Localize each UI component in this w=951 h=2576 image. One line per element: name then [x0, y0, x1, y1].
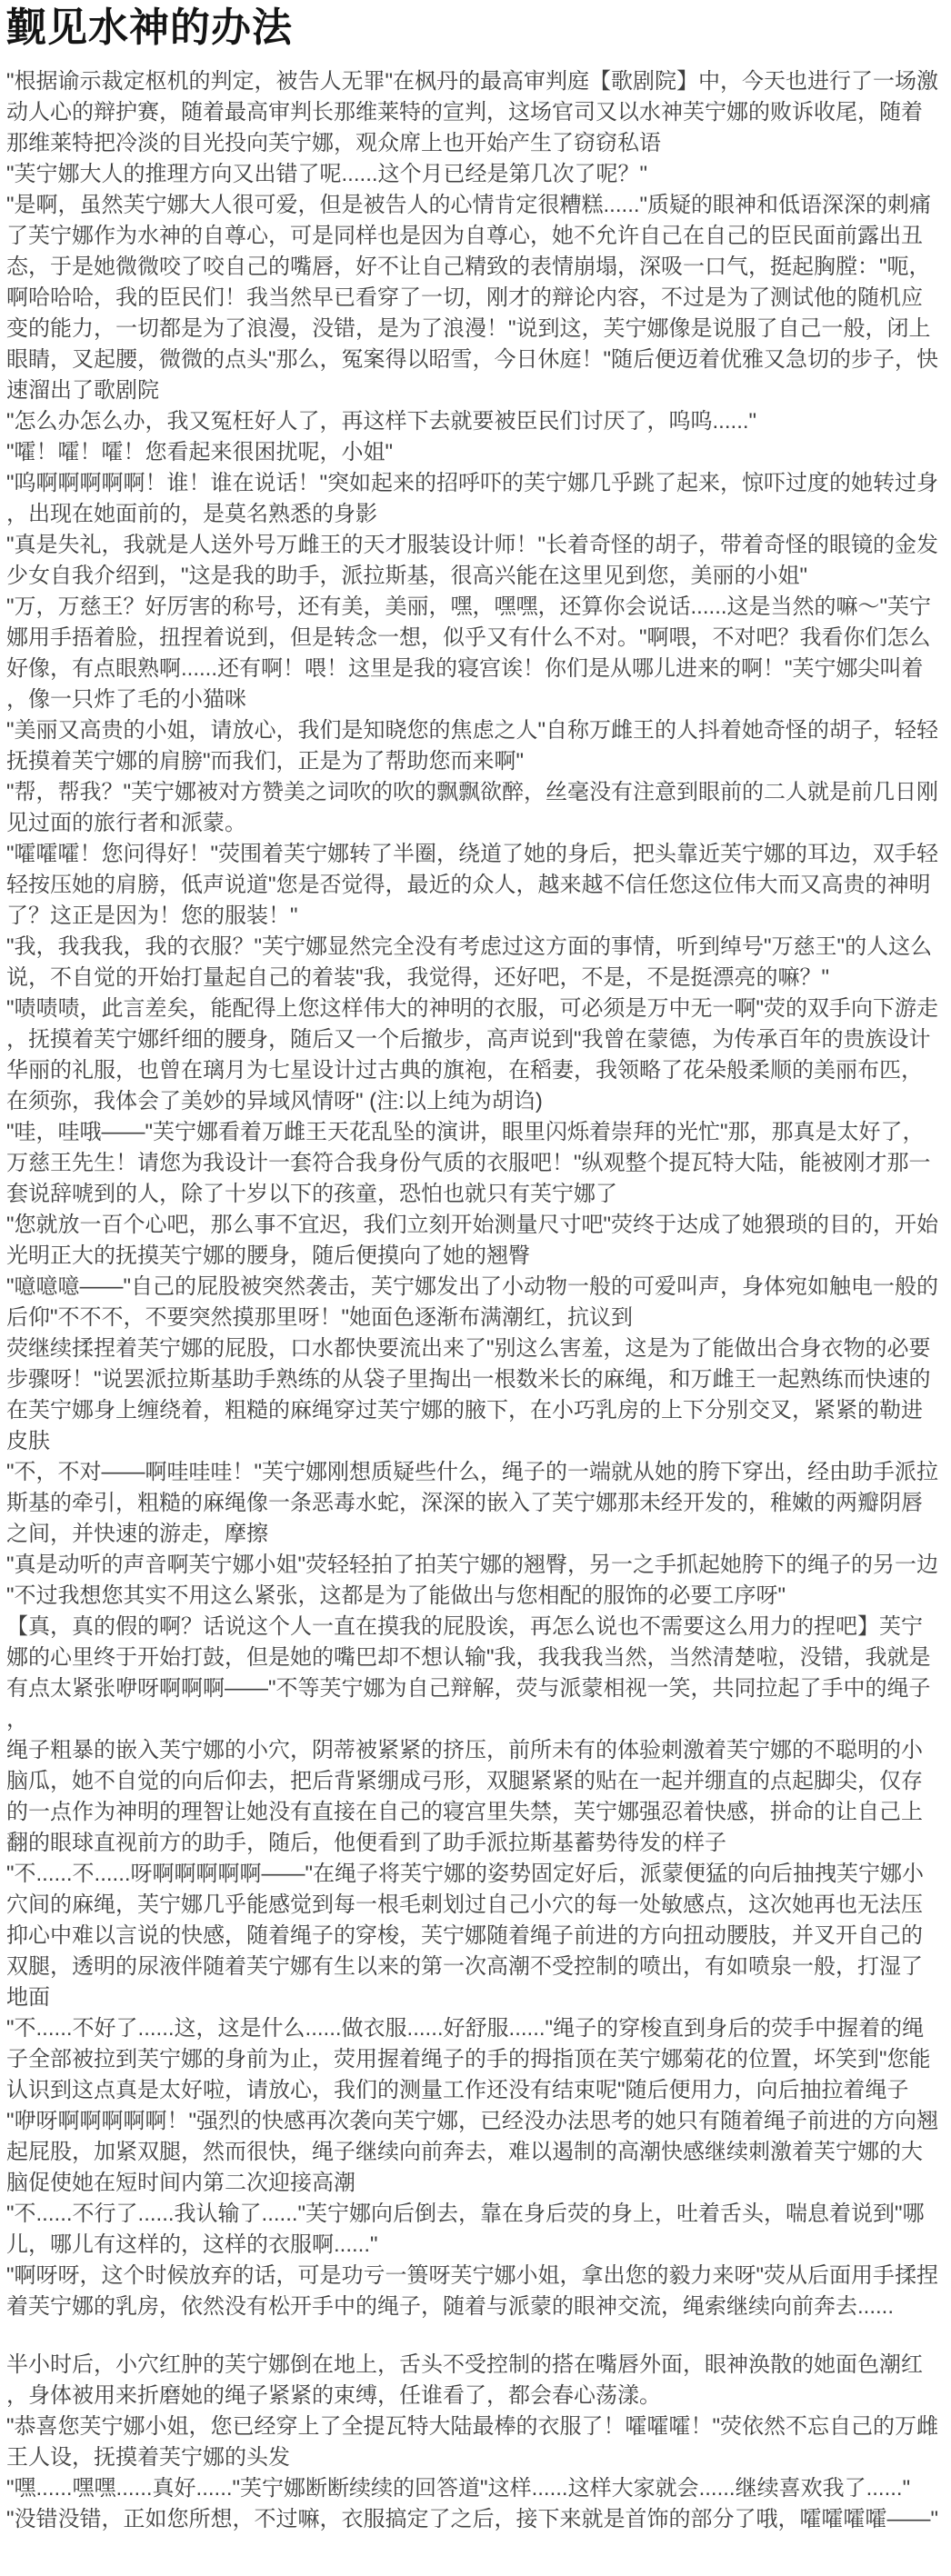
- story-paragraph: "恭喜您芙宁娜小姐，您已经穿上了全提瓦特大陆最棒的衣服了！嚯嚯嚯！"荧依然不忘自己的万雌王人设，抚摸着芙宁娜的头发: [6, 2413, 939, 2470]
- story-paragraph: "啧啧啧，此言差矣，能配得上您这样伟大的神明的衣服，可必须是万中无一啊"荧的双手向下游走，抚摸着芙宁娜纤细的腰身，随后又一个后撤步，高声说到"我曾在蒙德，为传承百年的贵族设计华丽的礼服，也曾在璃月为七星设计过古典的旗袍，在稻妻，我领略了花朵般柔顺的美丽布匹，在须弥，我体会了美妙的异域风情呀" (注:以上纯为胡诌): [6, 995, 939, 1113]
- story-paragraph: 半小时后，小穴红肿的芙宁娜倒在地上，舌头不受控制的搭在嘴唇外面，眼神涣散的她面色潮红，身体被用来折磨她的绳子紧紧的束缚，任谁看了，都会春心荡漾。: [6, 2351, 923, 2408]
- story-paragraph: "哇，哇哦——"芙宁娜看着万雌王天花乱坠的演讲，眼里闪烁着崇拜的光忙"那，那真是太好了，万慈王先生！请您为我设计一套符合我身份气质的衣服吧！"纵观整个提瓦特大陆，能被刚才那一套说辞唬到的人，除了十岁以下的孩童，恐怕也就只有芙宁娜了: [6, 1119, 931, 1206]
- story-paragraph: "美丽又高贵的小姐，请放心，我们是知晓您的焦虑之人"自称万雌王的人抖着她奇怪的胡子，轻轻抚摸着芙宁娜的肩膀"而我们，正是为了帮助您而来啊": [6, 717, 939, 774]
- story-paragraph: "嚯嚯嚯！您问得好！"荧围着芙宁娜转了半圈，绕道了她的身后，把头靠近芙宁娜的耳边，双手轻轻按压她的肩膀，低声说道"您是否觉得，最近的众人，越来越不信任您这位伟大而又高贵的神明了？这正是因为！您的服装！": [6, 841, 939, 928]
- story-paragraph: "不，不对——啊哇哇哇！"芙宁娜刚想质疑些什么，绳子的一端就从她的胯下穿出，经由助手派拉斯基的牵引，粗糙的麻绳像一条恶毒水蛇，深深的嵌入了芙宁娜那未经开发的，稚嫩的两瓣阴唇之间，并快速的游走，摩擦: [6, 1459, 939, 1546]
- story-paragraph: "不......不行了......我认输了......"芙宁娜向后倒去，靠在身后荧的身上，吐着舌头，喘息着说到"哪儿，哪儿有这样的，这样的衣服啊......": [6, 2201, 925, 2257]
- story-paragraph: "没错没错，正如您所想，不过嘛，衣服搞定了之后，接下来就是首饰的部分了哦，嚯嚯嚯嚯——": [6, 2506, 939, 2531]
- story-paragraph: "是啊，虽然芙宁娜大人很可爱，但是被告人的心情肯定很糟糕......"质疑的眼神和低语深深的刺痛了芙宁娜作为水神的自尊心，可是同样也是因为自尊心，她不允许自己在自己的臣民面前露出丑态，于是她微微咬了咬自己的嘴唇，好不让自己精致的表情崩塌，深吸一口气，挺起胸膛："呃，啊哈哈哈，我的臣民们！我当然早已看穿了一切，刚才的辩论内容，不过是为了测试他的随机应变的能力，一切都是为了浪漫，没错，是为了浪漫！"说到这，芙宁娜像是说服了自己一般，闭上眼睛，叉起腰，微微的点头"那么，冤案得以昭雪，今日休庭！"随后便迈着优雅又急切的步子，快速溜出了歌剧院: [6, 192, 939, 403]
- story-paragraph: "您就放一百个心吧，那么事不宜迟，我们立刻开始测量尺寸吧"荧终于达成了她猥琐的目的，开始光明正大的抚摸芙宁娜的腰身，随后便摸向了她的翘臀: [6, 1212, 939, 1268]
- story-paragraph: "真是动听的声音啊芙宁娜小姐"荧轻轻拍了拍芙宁娜的翘臀，另一之手抓起她胯下的绳子的另一边"不过我想您其实不用这么紧张，这都是为了能做出与您相配的服饰的必要工序呀": [6, 1552, 939, 1608]
- story-epilogue: [6, 2350, 943, 2535]
- story-paragraph: "真是失礼，我就是人送外号万雌王的天才服装设计师！"长着奇怪的胡子，带着奇怪的眼镜的金发少女自我介绍到，"这是我的助手，派拉斯基，很高兴能在这里见到您，美丽的小姐": [6, 532, 939, 588]
- story-paragraph: 荧继续揉捏着芙宁娜的屁股，口水都快要流出来了"别这么害羞，这是为了能做出合身衣物的必要步骤呀！"说罢派拉斯基助手熟练的从袋子里掏出一根数米长的麻绳，和万雌王一起熟练而快速的在芙宁娜身上缠绕着，粗糙的麻绳穿过芙宁娜的腋下，在小巧乳房的上下分别交叉，紧紧的勒进皮肤: [6, 1335, 931, 1453]
- story-paragraph: "芙宁娜大人的推理方向又出错了呢......这个月已经是第几次了呢？": [6, 161, 648, 186]
- story-paragraph: "呜啊啊啊啊啊！谁！谁在说话！"突如起来的招呼吓的芙宁娜几乎跳了起来，惊吓过度的她转过身，出现在她面前的，是莫名熟悉的身影: [6, 470, 939, 526]
- section-break: [6, 2322, 943, 2350]
- story-paragraph: "不......不......呀啊啊啊啊啊——"在绳子将芙宁娜的姿势固定好后，派蒙便猛的向后抽拽芙宁娜小穴间的麻绳，芙宁娜几乎能感觉到每一根毛刺划过自己小穴的每一处敏感点，这次她再也无法压抑心中难以言说的快感，随着绳子的穿梭，芙宁娜随着绳子前进的方向扭动腰肢，并叉开自己的双腿，透明的尿液伴随着芙宁娜有生以来的第一次高潮不受控制的喷出，有如喷泉一般，打湿了地面: [6, 1861, 925, 2010]
- story-paragraph: "嚯！嚯！嚯！您看起来很困扰呢，小姐": [6, 439, 394, 464]
- story-paragraph: "怎么办怎么办，我又冤枉好人了，再这样下去就要被臣民们讨厌了，呜呜......": [6, 408, 757, 434]
- story-paragraph: "帮，帮我？"芙宁娜被对方赞美之词吹的吹的飘飘欲醉，丝毫没有注意到眼前的二人就是前几日刚见过面的旅行者和派蒙。: [6, 779, 939, 835]
- story-paragraph: "根据谕示裁定枢机的判定，被告人无罪"在枫丹的最高审判庭【歌剧院】中，今天也进行了一场激动人心的辩护赛，随着最高审判长那维莱特的宣判，这场官司又以水神芙宁娜的败诉收尾，随着那维莱特把冷淡的目光投向芙宁娜，观众席上也开始产生了窃窃私语: [6, 68, 939, 155]
- story-paragraph: "我，我我我，我的衣服？"芙宁娜显然完全没有考虑过这方面的事情，听到绰号"万慈王"的人这么说，不自觉的开始打量起自己的着装"我，我觉得，还好吧，不是，不是挺漂亮的嘛？": [6, 934, 933, 990]
- story-paragraph: "嘿......嘿嘿......真好......"芙宁娜断断续续的回答道"这样......这样大家就会......继续喜欢我了......": [6, 2475, 911, 2501]
- story-paragraph: "啊呀呀，这个时候放弃的话，可是功亏一篑呀芙宁娜小姐，拿出您的毅力来呀"荧从后面用手揉捏着芙宁娜的乳房，依然没有松开手中的绳子，随着与派蒙的眼神交流，绳索继续向前奔去......: [6, 2262, 939, 2319]
- story-paragraph: 绳子粗暴的嵌入芙宁娜的小穴，阴蒂被紧紧的挤压，前所未有的体验刺激着芙宁娜的不聪明的小脑瓜，她不自觉的向后仰去，把后背紧绷成弓形，双腿紧紧的贴在一起并绷直的点起脚尖，仅存的一点作为神明的理智让她没有直接在自己的寝宫里失禁，芙宁娜强忍着快感，拼命的让自己上翻的眼球直视前方的助手，随后，他便看到了助手派拉斯基蓄势待发的样子: [6, 1737, 923, 1855]
- story-paragraph: 【真，真的假的啊？话说这个人一直在摸我的屁股诶，再怎么说也不需要这么用力的捏吧】芙宁娜的心里终于开始打鼓，但是她的嘴巴却不想认输"我，我我我当然，当然清楚啦，没错，我就是有点太紧张咿呀啊啊啊——"不等芙宁娜为自己辩解，荧与派蒙相视一笑，共同拉起了手中的绳子，: [6, 1613, 931, 1732]
- page-title: 觐见水神的办法: [6, 5, 293, 50]
- story-body: [6, 66, 943, 2322]
- story-paragraph: "噫噫噫——"自己的屁股被突然袭击，芙宁娜发出了小动物一般的可爱叫声，身体宛如触电一般的后仰"不不不，不要突然摸那里呀！"她面色逐渐布满潮红，抗议到: [6, 1273, 939, 1330]
- story-paragraph: "不......不好了......这，这是什么......做衣服......好舒服......"绳子的穿梭直到身后的荧手中握着的绳子全部被拉到芙宁娜的身前为止，荧用握着绳子的手的拇指顶在芙宁娜菊花的位置，坏笑到"您能认识到这点真是太好啦，请放心，我们的测量工作还没有结束呢"随后便用力，向后抽拉着绳子: [6, 2015, 931, 2102]
- story-paragraph: "咿呀啊啊啊啊啊！"强烈的快感再次袭向芙宁娜，已经没办法思考的她只有随着绳子前进的方向翘起屁股，加紧双腿，然而很快，绳子继续向前奔去，难以遏制的高潮快感继续刺激着芙宁娜的大脑促使她在短时间内第二次迎接高潮: [6, 2108, 939, 2195]
- story-paragraph: "万，万慈王？好厉害的称号，还有美，美丽，嘿，嘿嘿，还算你会说话......这是当然的嘛～"芙宁娜用手捂着脸，扭捏着说到，但是转念一想，似乎又有什么不对。"啊喂，不对吧？我看你们怎么好像，有点眼熟啊......还有啊！喂！这里是我的寝宫诶！你们是从哪儿进来的啊！"芙宁娜尖叫着，像一只炸了毛的小猫咪: [6, 594, 932, 712]
